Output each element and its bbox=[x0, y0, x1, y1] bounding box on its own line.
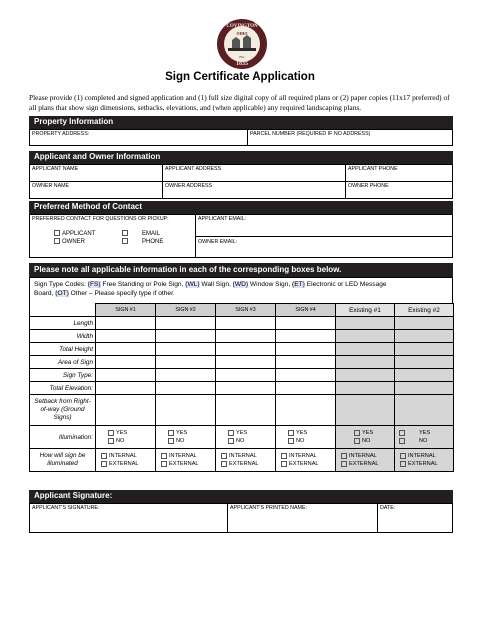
owner-email-field[interactable] bbox=[195, 236, 453, 258]
option-phone[interactable] bbox=[122, 238, 163, 246]
property-address-label: PROPERTY ADDRESS: bbox=[32, 131, 90, 137]
checkbox-icon bbox=[108, 430, 114, 436]
internal-option[interactable] bbox=[281, 452, 333, 460]
external-label: EXTERNAL bbox=[349, 461, 379, 467]
checkbox-icon bbox=[122, 238, 128, 244]
applicant-signature-label: APPLICANT'S SIGNATURE: bbox=[32, 505, 100, 511]
sign-details-table bbox=[29, 303, 454, 472]
input-cell[interactable] bbox=[336, 382, 395, 395]
code-et: (ET) bbox=[292, 281, 305, 288]
internal-label: INTERNAL bbox=[408, 453, 436, 459]
applicant-owner-section-header: Applicant and Owner Information bbox=[29, 151, 453, 164]
applicant-email-label: APPLICANT EMAIL: bbox=[198, 216, 247, 222]
sign-type-codes bbox=[29, 277, 453, 304]
col-existing-1: Existing #1 bbox=[336, 304, 395, 317]
illum-options-1[interactable] bbox=[96, 426, 156, 449]
no-option[interactable] bbox=[354, 437, 392, 445]
applicant-name-label: APPLICANT NAME bbox=[32, 166, 79, 172]
code-wl: (WL) bbox=[185, 281, 200, 288]
parcel-number-label: PARCEL NUMBER (REQUIRED IF NO ADDRESS) bbox=[250, 131, 371, 137]
owner-phone-label: OWNER PHONE bbox=[348, 183, 389, 189]
option-phone-label: PHONE bbox=[142, 239, 164, 245]
internal-option[interactable] bbox=[161, 452, 213, 460]
external-label: EXTERNAL bbox=[229, 461, 259, 467]
input-cell[interactable] bbox=[336, 356, 395, 369]
city-seal-logo bbox=[216, 18, 268, 70]
page-title: Sign Certificate Application bbox=[165, 71, 315, 83]
row-label: Width bbox=[30, 330, 96, 343]
checkbox-icon bbox=[281, 461, 287, 467]
checkbox-icon bbox=[399, 438, 405, 444]
external-option[interactable] bbox=[341, 460, 392, 468]
no-label: NO bbox=[419, 438, 428, 444]
col-sign-4: SIGN #4 bbox=[276, 304, 336, 317]
row-length bbox=[30, 317, 454, 330]
input-cell[interactable] bbox=[276, 343, 336, 356]
applicant-email-field[interactable] bbox=[195, 214, 453, 237]
no-label: NO bbox=[236, 438, 245, 444]
no-option[interactable] bbox=[108, 437, 153, 445]
external-option[interactable] bbox=[221, 460, 273, 468]
row-label: Sign Type: bbox=[30, 369, 96, 382]
no-option[interactable] bbox=[288, 437, 333, 445]
input-cell[interactable] bbox=[395, 317, 454, 330]
row-illumination bbox=[30, 426, 454, 449]
checkbox-icon bbox=[288, 430, 294, 436]
input-cell[interactable] bbox=[216, 330, 276, 343]
input-cell[interactable] bbox=[336, 343, 395, 356]
row-setback bbox=[30, 395, 454, 426]
input-cell[interactable] bbox=[336, 369, 395, 382]
input-cell[interactable] bbox=[276, 369, 336, 382]
input-cell[interactable] bbox=[276, 382, 336, 395]
no-label: NO bbox=[176, 438, 185, 444]
internal-option[interactable] bbox=[101, 452, 153, 460]
checkbox-icon bbox=[108, 438, 114, 444]
no-label: NO bbox=[362, 438, 371, 444]
input-cell[interactable] bbox=[96, 369, 156, 382]
no-option[interactable] bbox=[228, 437, 273, 445]
internal-label: INTERNAL bbox=[229, 453, 257, 459]
input-cell[interactable] bbox=[96, 382, 156, 395]
input-cell[interactable] bbox=[156, 369, 216, 382]
checkbox-icon bbox=[400, 453, 406, 459]
checkbox-icon bbox=[228, 430, 234, 436]
applicant-phone-field[interactable] bbox=[345, 164, 453, 182]
date-field[interactable] bbox=[377, 503, 453, 533]
input-cell[interactable] bbox=[156, 382, 216, 395]
checkbox-icon bbox=[341, 453, 347, 459]
code-wl-text: Wall Sign, bbox=[199, 281, 233, 288]
no-label: NO bbox=[296, 438, 305, 444]
row-illumination-type bbox=[30, 449, 454, 472]
owner-address-field[interactable] bbox=[162, 181, 346, 199]
corner-cell bbox=[30, 304, 96, 317]
input-cell[interactable] bbox=[96, 395, 156, 426]
col-sign-1: SIGN #1 bbox=[96, 304, 156, 317]
checkbox-icon bbox=[400, 461, 406, 467]
checkbox-icon bbox=[341, 461, 347, 467]
external-label: EXTERNAL bbox=[169, 461, 199, 467]
parcel-number-field[interactable] bbox=[247, 129, 453, 146]
internal-label: INTERNAL bbox=[109, 453, 137, 459]
input-cell[interactable] bbox=[395, 395, 454, 426]
illum-type-options-4[interactable] bbox=[276, 449, 336, 472]
option-applicant[interactable] bbox=[54, 230, 95, 238]
input-cell[interactable] bbox=[216, 382, 276, 395]
illum-type-options-2[interactable] bbox=[156, 449, 216, 472]
checkbox-icon bbox=[354, 438, 360, 444]
illum-type-options-existing-1[interactable] bbox=[336, 449, 395, 472]
no-option[interactable] bbox=[399, 437, 451, 445]
illum-type-options-3[interactable] bbox=[216, 449, 276, 472]
checkbox-icon bbox=[281, 453, 287, 459]
yes-option[interactable] bbox=[228, 429, 273, 437]
checkbox-icon bbox=[101, 453, 107, 459]
internal-option[interactable] bbox=[341, 452, 392, 460]
yes-option[interactable] bbox=[108, 429, 153, 437]
option-email-label: EMAIL bbox=[142, 231, 161, 237]
checkbox-icon bbox=[122, 230, 128, 236]
applicant-name-field[interactable] bbox=[29, 164, 163, 182]
signs-section-header: Please note all applicable information in each of the corresponding boxes below. bbox=[29, 263, 453, 277]
applicant-phone-label: APPLICANT PHONE bbox=[348, 166, 398, 172]
internal-label: INTERNAL bbox=[289, 453, 317, 459]
internal-label: INTERNAL bbox=[349, 453, 377, 459]
seal-state: OHIO bbox=[236, 31, 248, 36]
no-option[interactable] bbox=[168, 437, 213, 445]
internal-option[interactable] bbox=[400, 452, 451, 460]
seal-est: est. bbox=[239, 54, 245, 59]
external-option[interactable] bbox=[281, 460, 333, 468]
property-section-header: Property Information bbox=[29, 116, 453, 129]
input-cell[interactable] bbox=[395, 343, 454, 356]
checkbox-icon bbox=[399, 430, 405, 436]
input-cell[interactable] bbox=[156, 356, 216, 369]
input-cell[interactable] bbox=[216, 317, 276, 330]
row-width bbox=[30, 330, 454, 343]
input-cell[interactable] bbox=[395, 382, 454, 395]
codes-prefix: Sign Type Codes: bbox=[34, 281, 88, 288]
owner-name-field[interactable] bbox=[29, 181, 163, 199]
input-cell[interactable] bbox=[276, 317, 336, 330]
row-sign-type bbox=[30, 369, 454, 382]
input-cell[interactable] bbox=[336, 395, 395, 426]
option-owner[interactable] bbox=[54, 238, 95, 246]
preferred-contact-group bbox=[29, 214, 196, 258]
external-label: EXTERNAL bbox=[289, 461, 319, 467]
code-ot: (OT) bbox=[55, 289, 69, 297]
row-label: Area of Sign bbox=[30, 356, 96, 369]
seal-year: 1835 bbox=[236, 61, 248, 67]
checkbox-icon bbox=[168, 438, 174, 444]
code-wd: (WD) bbox=[232, 281, 249, 288]
owner-address-label: OWNER ADDRESS bbox=[165, 183, 213, 189]
row-total-height bbox=[30, 343, 454, 356]
yes-label: YES bbox=[236, 430, 248, 436]
input-cell[interactable] bbox=[336, 330, 395, 343]
row-label: How will sign be illuminated bbox=[30, 449, 96, 472]
code-fs: (FS) bbox=[87, 281, 101, 288]
applicant-signature-field[interactable] bbox=[29, 503, 228, 533]
code-ot-text: Other – Please specify type if other. bbox=[68, 289, 175, 297]
date-label: DATE: bbox=[380, 505, 396, 511]
checkbox-icon bbox=[54, 230, 60, 236]
illum-type-options-existing-2[interactable] bbox=[395, 449, 454, 472]
checkbox-icon bbox=[101, 461, 107, 467]
input-cell[interactable] bbox=[395, 356, 454, 369]
yes-label: YES bbox=[362, 430, 374, 436]
row-label: Total Elevation: bbox=[30, 382, 96, 395]
external-option[interactable] bbox=[101, 460, 153, 468]
external-label: EXTERNAL bbox=[408, 461, 438, 467]
input-cell[interactable] bbox=[96, 356, 156, 369]
seal-top-text: COVINGTON bbox=[226, 24, 258, 29]
code-wd-text: Window Sign, bbox=[248, 281, 293, 288]
row-label: Setback from Right-of-way (Ground Signs) bbox=[30, 395, 96, 426]
owner-email-label: OWNER EMAIL: bbox=[198, 239, 238, 245]
printed-name-field[interactable] bbox=[227, 503, 378, 533]
yes-option[interactable] bbox=[354, 429, 392, 437]
input-cell[interactable] bbox=[96, 343, 156, 356]
checkbox-icon bbox=[221, 453, 227, 459]
yes-option[interactable] bbox=[288, 429, 333, 437]
input-cell[interactable] bbox=[156, 330, 216, 343]
input-cell[interactable] bbox=[96, 317, 156, 330]
owner-name-label: OWNER NAME bbox=[32, 183, 70, 189]
checkbox-icon bbox=[288, 438, 294, 444]
checkbox-icon bbox=[161, 461, 167, 467]
option-applicant-label: APPLICANT bbox=[62, 231, 96, 237]
yes-label: YES bbox=[116, 430, 128, 436]
external-label: EXTERNAL bbox=[109, 461, 139, 467]
input-cell[interactable] bbox=[156, 317, 216, 330]
row-label: Length bbox=[30, 317, 96, 330]
col-existing-2: Existing #2 bbox=[395, 304, 454, 317]
checkbox-icon bbox=[54, 238, 60, 244]
code-fs-text: Free Standing or Pole Sign, bbox=[100, 281, 186, 288]
row-total-elevation bbox=[30, 382, 454, 395]
checkbox-icon bbox=[228, 438, 234, 444]
internal-option[interactable] bbox=[221, 452, 273, 460]
external-option[interactable] bbox=[400, 460, 451, 468]
input-cell[interactable] bbox=[216, 395, 276, 426]
row-label: Illumination: bbox=[30, 426, 96, 449]
illum-options-existing-1[interactable] bbox=[336, 426, 395, 449]
col-sign-3: SIGN #3 bbox=[216, 304, 276, 317]
input-cell[interactable] bbox=[96, 330, 156, 343]
option-email[interactable] bbox=[122, 230, 163, 238]
yes-label: YES bbox=[176, 430, 188, 436]
checkbox-icon bbox=[168, 430, 174, 436]
input-cell[interactable] bbox=[395, 369, 454, 382]
internal-label: INTERNAL bbox=[169, 453, 197, 459]
illum-options-3[interactable] bbox=[216, 426, 276, 449]
preferred-contact-label: PREFERRED CONTACT FOR QUESTIONS OR PICKUP: bbox=[32, 216, 169, 222]
yes-option[interactable] bbox=[168, 429, 213, 437]
input-cell[interactable] bbox=[276, 356, 336, 369]
illum-options-existing-2[interactable] bbox=[395, 426, 454, 449]
signature-section-header: Applicant Signature: bbox=[29, 490, 453, 503]
external-option[interactable] bbox=[161, 460, 213, 468]
checkbox-icon bbox=[354, 430, 360, 436]
input-cell[interactable] bbox=[216, 343, 276, 356]
yes-label: YES bbox=[419, 430, 431, 436]
property-address-field[interactable] bbox=[29, 129, 248, 146]
input-cell[interactable] bbox=[216, 369, 276, 382]
input-cell[interactable] bbox=[395, 330, 454, 343]
code-et-text: Electronic or LED Message bbox=[304, 281, 387, 288]
yes-label: YES bbox=[296, 430, 308, 436]
applicant-address-field[interactable] bbox=[162, 164, 346, 182]
printed-name-label: APPLICANT'S PRINTED NAME: bbox=[230, 505, 307, 511]
input-cell[interactable] bbox=[156, 343, 216, 356]
input-cell[interactable] bbox=[276, 395, 336, 426]
row-area bbox=[30, 356, 454, 369]
input-cell[interactable] bbox=[216, 356, 276, 369]
illum-options-2[interactable] bbox=[156, 426, 216, 449]
yes-option[interactable] bbox=[399, 429, 451, 437]
contact-section-header: Preferred Method of Contact bbox=[29, 201, 453, 214]
option-owner-label: OWNER bbox=[62, 239, 85, 245]
row-label: Total Height bbox=[30, 343, 96, 356]
illum-options-4[interactable] bbox=[276, 426, 336, 449]
col-sign-2: SIGN #2 bbox=[156, 304, 216, 317]
applicant-address-label: APPLICANT ADDRESS bbox=[165, 166, 222, 172]
intro-paragraph: Please provide (1) completed and signed application and (1) full size digital copy of all required plans or (2) paper copies (11x17 preferred) of all plans that show sign dimensions, setbacks, elevations, and (when applicable) any required landscaping plans. bbox=[29, 93, 450, 112]
no-label: NO bbox=[116, 438, 125, 444]
checkbox-icon bbox=[161, 453, 167, 459]
owner-phone-field[interactable] bbox=[345, 181, 453, 199]
checkbox-icon bbox=[221, 461, 227, 467]
input-cell[interactable] bbox=[336, 317, 395, 330]
input-cell[interactable] bbox=[156, 395, 216, 426]
illum-type-options-1[interactable] bbox=[96, 449, 156, 472]
input-cell[interactable] bbox=[276, 330, 336, 343]
code-board: Board, bbox=[34, 289, 56, 297]
